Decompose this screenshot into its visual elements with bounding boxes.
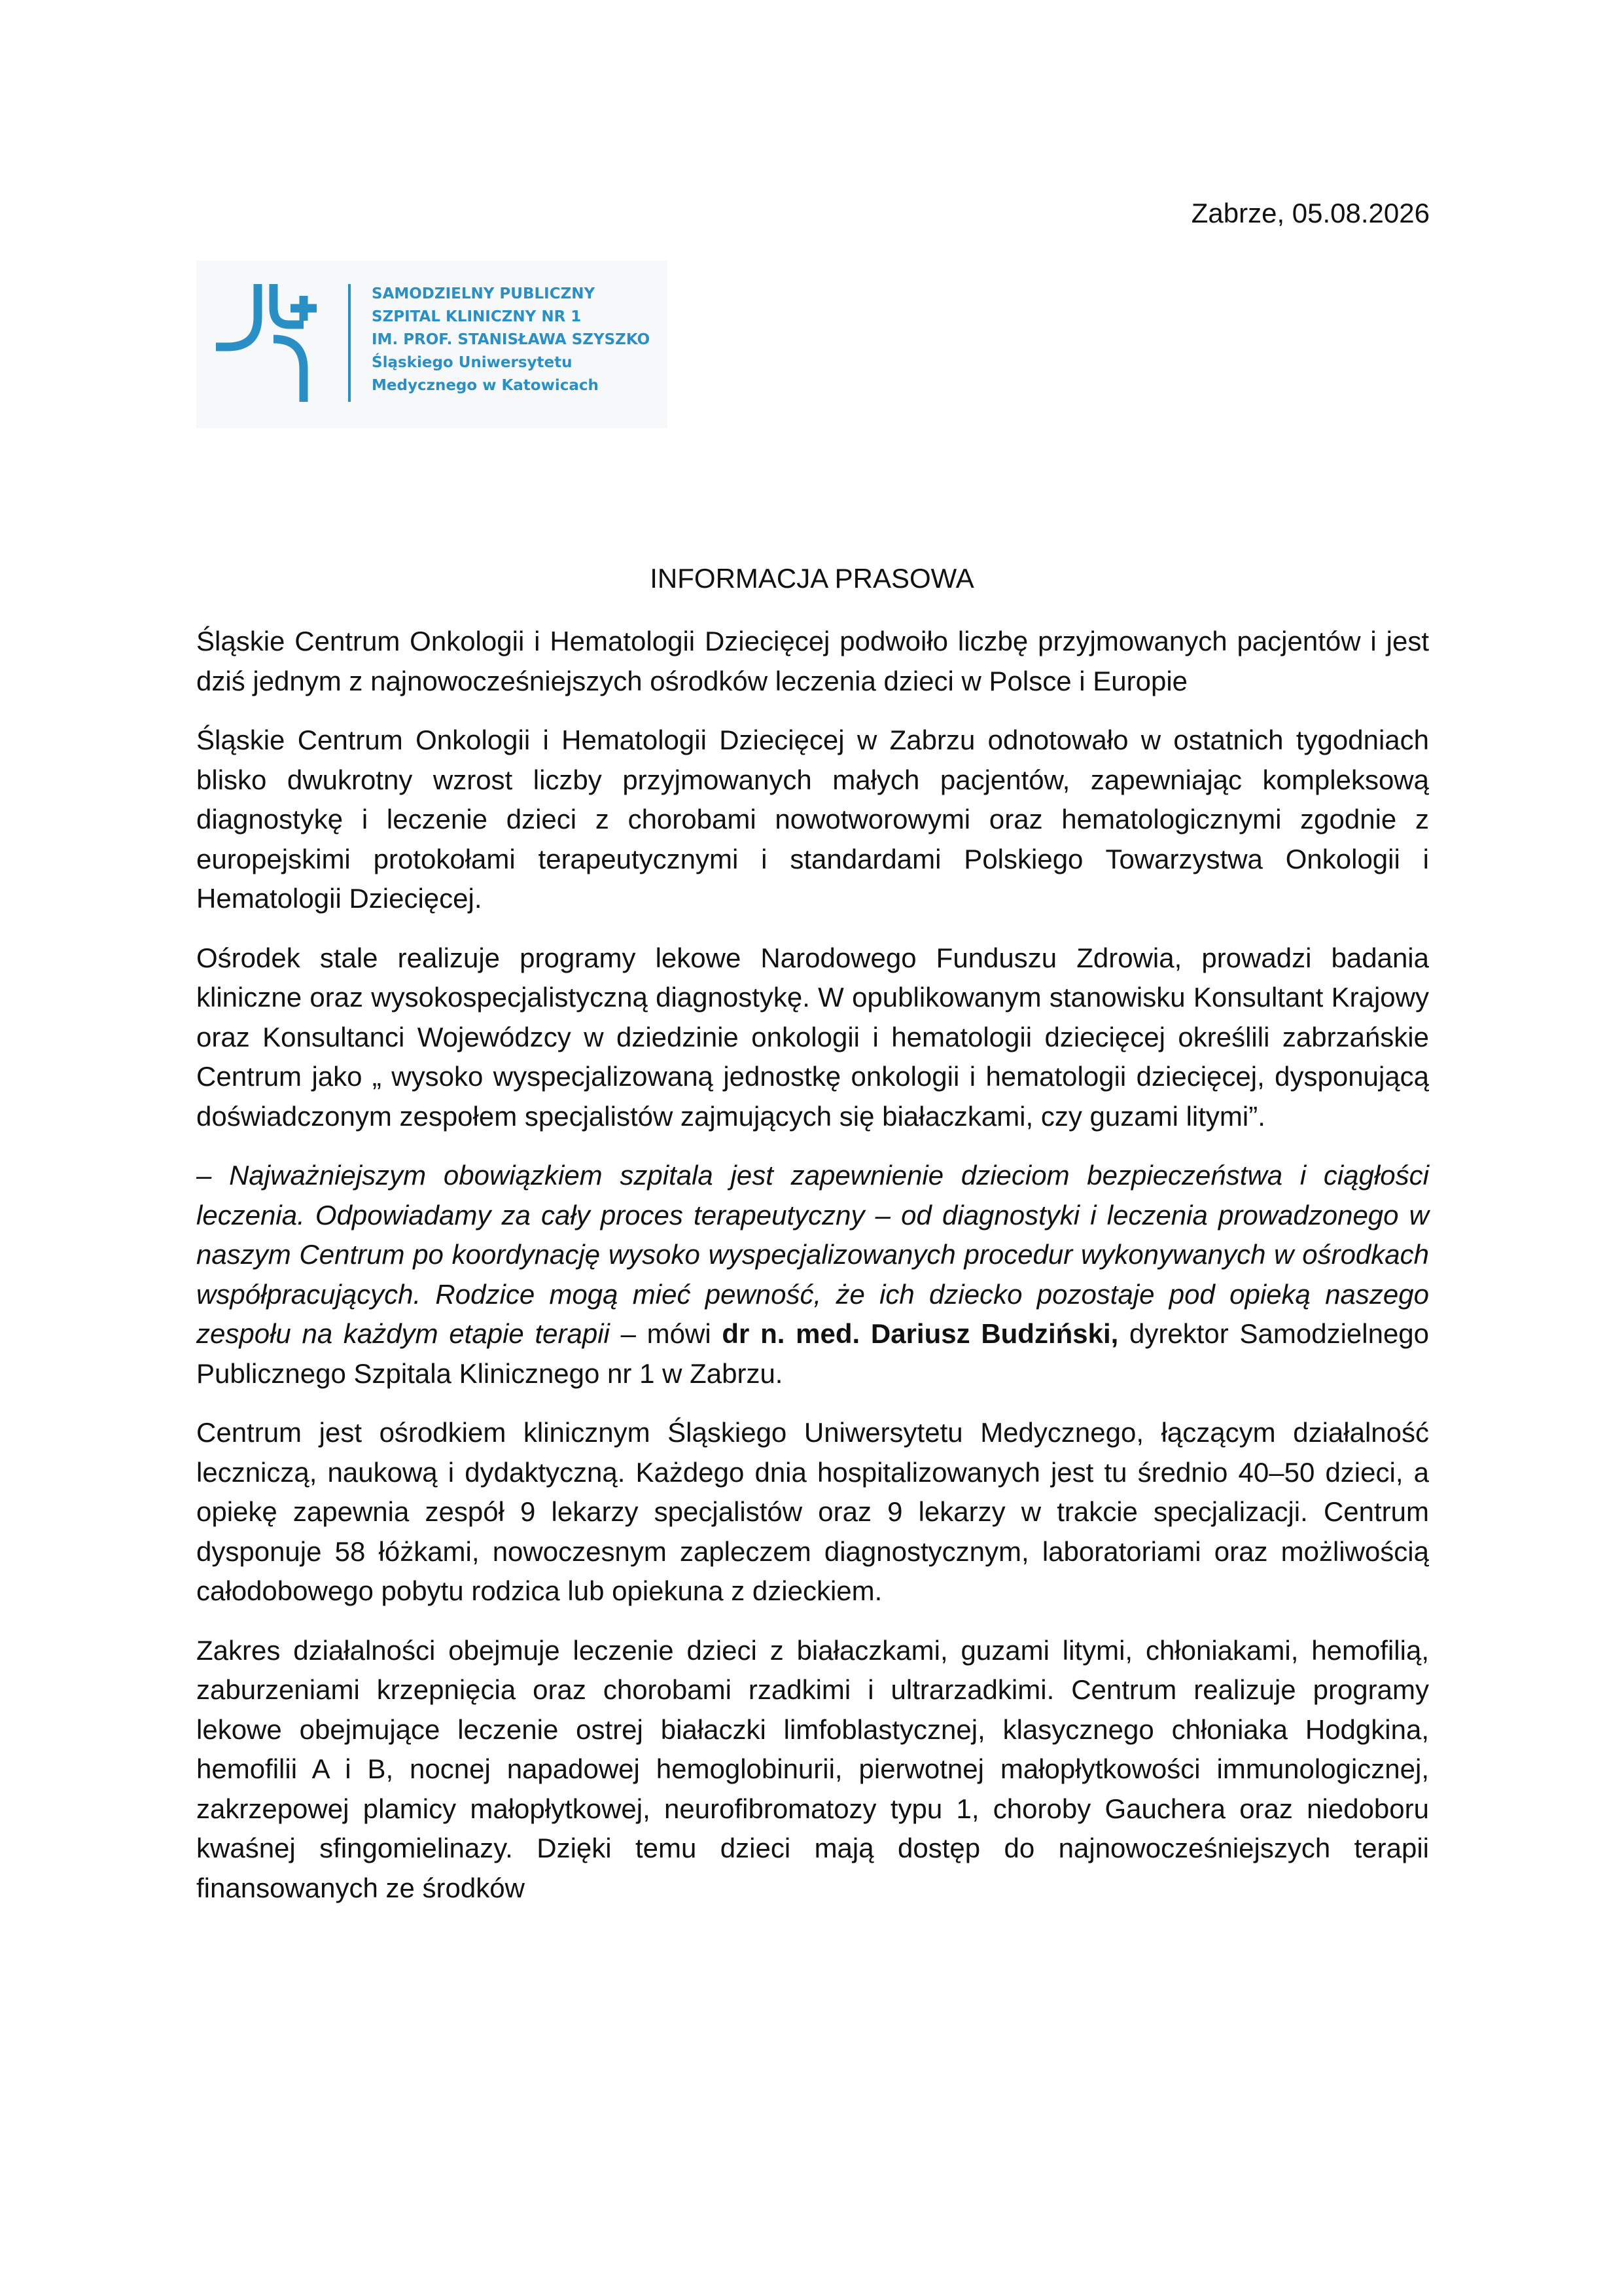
logo-line: IM. PROF. STANISŁAWA SZYSZKO xyxy=(372,331,650,348)
logo-line: SZPITAL KLINICZNY NR 1 xyxy=(372,308,582,325)
logo-line: Śląskiego Uniwersytetu xyxy=(372,354,573,371)
body-paragraph: Ośrodek stale realizuje programy lekowe Narodowego Funduszu Zdrowia, prowadzi badania kliniczne oraz wysokospecjalistyczną diagnostykę. W opublikowanym stanowisku Konsultant Krajowy oraz Konsultanci Wojewódzcy w dziedzinie onkologii i hematologii dziecięcej określili zabrzańskie Centrum jako „ wysoko wyspecjalizowaną jednostkę onkologii i hematologii dziecięcej, dysponującą doświadczonym zespołem specjalistów zajmujących się białaczkami, czy guzami litymi”. xyxy=(196,942,1429,1132)
quote-paragraph xyxy=(196,1156,1429,1393)
hospital-logo xyxy=(196,260,667,428)
quote-speaker: dr n. med. Dariusz Budziński, xyxy=(722,1318,1119,1349)
document-date: Zabrze, 05.08.2026 xyxy=(1191,198,1430,228)
hospital-cross-logo-icon xyxy=(216,284,334,402)
body-paragraph: Centrum jest ośrodkiem klinicznym Śląskiego Uniwersytetu Medycznego, łączącym działalność leczniczą, naukową i dydaktyczną. Każdego dnia hospitalizowanych jest tu średnio 40–50 dzieci, a opiekę zapewnia zespół 9 lekarzy specjalistów oraz 9 lekarzy w trakcie specjalizacji. Centrum dysponuje 58 łóżkami, nowoczesnym zapleczem diagnostycznym, laboratoriami oraz możliwością całodobowego pobytu rodzica lub opiekuna z dzieckiem. xyxy=(196,1417,1429,1606)
quote-text: – Najważniejszym obowiązkiem szpitala jest zapewnienie dzieciom bezpieczeństwa i ciągłości leczenia. Odpowiadamy za cały proces terapeutyczny – od diagnostyki i leczenia prowadzonego w naszym Centrum po koordynację wysoko wyspecjalizowanych procedur wykonywanych w ośrodkach współpracujących. Rodzice mogą mieć pewność, że ich dziecko pozostaje pod opieką naszego zespołu na każdym etapie terapii xyxy=(196,1160,1429,1349)
document-body xyxy=(196,622,1429,1928)
quote-attribution-prefix: – mówi xyxy=(609,1318,722,1349)
logo-line: Medycznego w Katowicach xyxy=(372,377,599,394)
quote-attribution-suffix: dyrektor Samodzielnego Publicznego Szpitala Klinicznego nr 1 w Zabrzu. xyxy=(196,1318,1430,1389)
body-paragraph: Śląskie Centrum Onkologii i Hematologii Dziecięcej w Zabrzu odnotowało w ostatnich tygodniach blisko dwukrotny wzrost liczby przyjmowanych małych pacjentów, zapewniając kompleksową diagnostykę i leczenie dzieci z chorobami nowotworowymi oraz hematologicznymi zgodnie z europejskimi protokołami terapeutycznymi i standardami Polskiego Towarzystwa Onkologii i Hematologii Dziecięcej. xyxy=(196,725,1429,914)
lead-paragraph: Śląskie Centrum Onkologii i Hematologii Dziecięcej podwoiło liczbę przyjmowanych pacjentów i jest dziś jednym z najnowocześniejszych ośrodków leczenia dzieci w Polsce i Europie xyxy=(196,626,1429,696)
logo-line: SAMODZIELNY PUBLICZNY xyxy=(372,285,595,302)
logo-divider xyxy=(348,284,351,402)
document-heading: INFORMACJA PRASOWA xyxy=(650,563,974,594)
body-paragraph: Zakres działalności obejmuje leczenie dzieci z białaczkami, guzami litymi, chłoniakami, hemofilią, zaburzeniami krzepnięcia oraz chorobami rzadkimi i ultrarzadkimi. Centrum realizuje programy lekowe obejmujące leczenie ostrej białaczki limfoblastycznej, klasycznego chłoniaka Hodgkina, hemofilii A i B, nocnej napadowej hemoglobinurii, pierwotnej małopłytkowości immunologicznej, zakrzepowej plamicy małopłytkowej, neurofibromatozy typu 1, choroby Gauchera oraz niedoboru kwaśnej sfingomielinazy. Dzięki temu dzieci mają dostęp do najnowocześniejszych terapii finansowanych ze środków xyxy=(196,1634,1429,1903)
logo-text xyxy=(372,283,650,397)
